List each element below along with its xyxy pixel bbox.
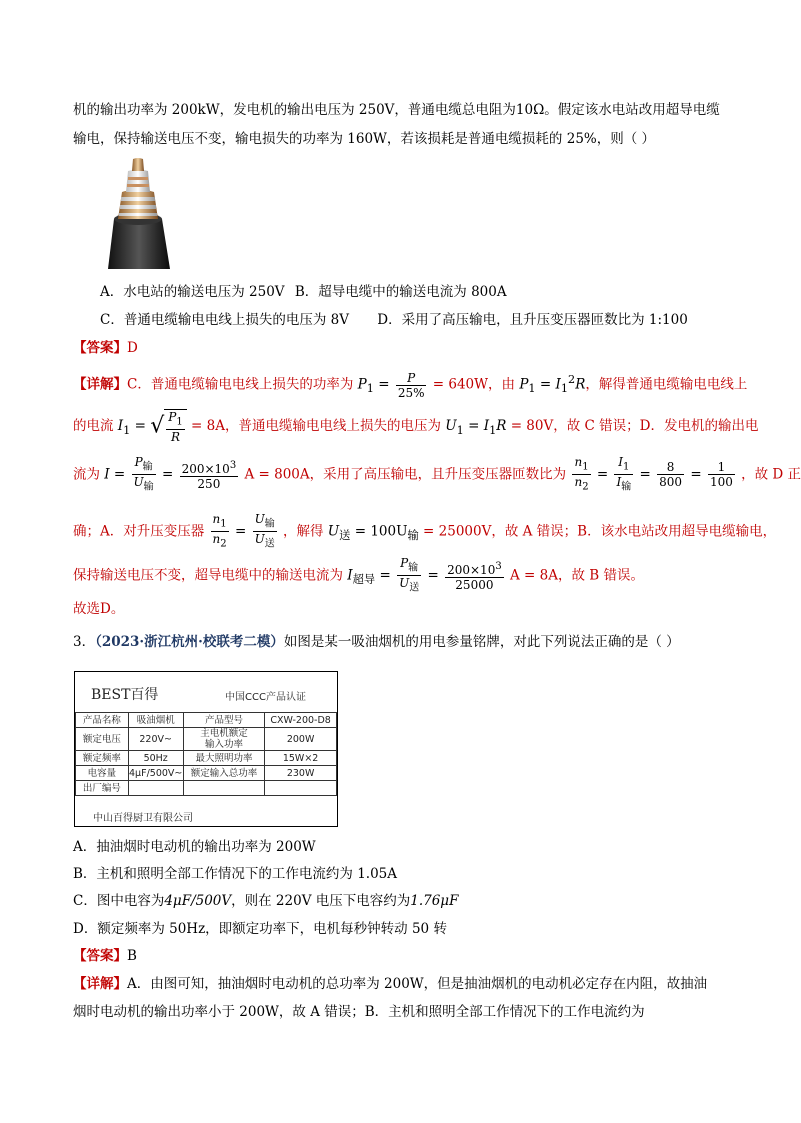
conclusion-text: 故选D。 xyxy=(73,601,125,617)
problem3-detail-line2: 烟时电动机的输出功率小于 200W，故 A 错误；B．主机和照明全部工作情况下的工作电流约为 xyxy=(73,1004,645,1020)
detail-label: 【详解】 xyxy=(73,376,127,393)
table-cell: 220V~ xyxy=(128,728,183,751)
table-row xyxy=(76,728,337,751)
table-cell: 230W xyxy=(265,766,337,781)
detail-text: = 640W，由 xyxy=(432,376,516,393)
table-cell: 产品型号 xyxy=(183,713,265,728)
question-stem: 如图是某一吸油烟机的用电参量铭牌，对此下列说法正确的是（ ） xyxy=(283,634,680,650)
problem2-conclusion xyxy=(73,600,124,618)
table-cell: 额定电压 xyxy=(76,728,129,751)
problem2-option-d: D．采用了高压输电，且升压变压器匝数比为 1:100 xyxy=(377,312,688,328)
detail-text: = 8A，普通电缆输电电线上损失的电压为 xyxy=(191,418,441,435)
detail-text: A = 800A，采用了高压输电，且升压变压器匝数比为 xyxy=(244,466,567,483)
problem2-option-c: C．普通电缆输电电线上损失的电压为 8V xyxy=(100,312,349,328)
table-row xyxy=(76,751,337,766)
nameplate-table xyxy=(75,712,337,796)
fraction-p-over-25: $\frac{P}{25\%}$ xyxy=(397,370,425,400)
problem2-options-cd xyxy=(100,311,688,329)
problem2-detail-line3: 流为 I = $\frac{P_输}{U_输}$ = $\frac{200\times 10^3}{250}$ A = 800A，采用了高压输电，且升压变压器匝数比为 $\frac{n_1}{n_2}$ = $\frac{I_1}{I_输}$ = $\frac{8}{800}$ = $\frac{1}{100}$ ，故 D 正 xyxy=(73,455,801,493)
detail-text: = 100U xyxy=(354,523,408,540)
answer-value: B xyxy=(127,948,137,964)
problem2-answer xyxy=(73,339,138,357)
table-row xyxy=(76,713,337,728)
range-hood-nameplate xyxy=(74,671,338,827)
problem2-detail-line2: 的电流 $I_1$ = √ $\frac{P_1}{R}$ = 8A，普通电缆输电电线上损失的电压为 $U_1 = I_1R = 80V$，故 C 错误；D．发电机的输出电 xyxy=(73,410,759,445)
table-cell: 电容量 xyxy=(76,766,129,781)
option-text: 1.76μF xyxy=(410,893,459,909)
detail-text: C．普通电缆输电电线上损失的功率为 xyxy=(127,376,354,393)
problem2-detail-line5: 保持输送电压不变，超导电缆中的输送电流为 $I_{超导}$ = $\frac{P_输}{U_送}$ = $\frac{200\times 10^3}{25000}$ A = 8A，故 B 错误。 xyxy=(73,556,644,594)
problem2-detail-line1: 【详解】C．普通电缆输电电线上损失的功率为 $P_1$ = $\frac{P}{25\%}$ = 640W，由 $P_1 = I_1^2R$，解得普通电缆输电电线上 xyxy=(73,370,748,400)
table-cell: 吸油烟机 xyxy=(128,713,183,728)
problem2-detail-line4: 确；A．对升压变压器 $\frac{n_1}{n_2}$ = $\frac{U_输}{U_送}$ ，解得 $U_送 = 100U_输 = 25000V$，故 A 错误；B．该水电站改用超导电缆输电， xyxy=(73,512,777,550)
detail-text: 的电流 xyxy=(73,418,114,435)
table-cell: 50Hz xyxy=(128,751,183,766)
answer-label: 【答案】 xyxy=(73,340,127,356)
detail-text: A = 8A，故 B 错误。 xyxy=(510,567,644,584)
table-cell: 最大照明功率 xyxy=(183,751,265,766)
problem2-options-ab xyxy=(100,283,507,301)
table-cell: 产品名称 xyxy=(76,713,129,728)
detail-text: ，解得普通电缆输电电线上 xyxy=(585,376,748,393)
nameplate-brand: BEST百得 xyxy=(91,687,159,703)
detail-text: ，故 D 正 xyxy=(741,466,801,483)
problem2-stem-line1: 机的输出功率为 200kW，发电机的输出电压为 250V，普通电缆总电阻为10Ω。假定该水电站改用超导电缆 xyxy=(73,102,720,118)
table-cell: 15W×2 xyxy=(265,751,337,766)
table-cell xyxy=(128,781,183,796)
table-cell: CXW-200-D8 xyxy=(265,713,337,728)
problem3-detail-line1 xyxy=(73,975,707,993)
table-cell: 主电机额定 输入功率 xyxy=(183,728,265,751)
nameplate-manufacturer: 中山百得厨卫有限公司 xyxy=(93,813,193,824)
problem3-stem xyxy=(73,633,680,651)
sqrt-expression: √ $\frac{P_1}{R}$ xyxy=(150,409,186,444)
problem3-answer xyxy=(73,947,137,965)
detail-text: 保持输送电压不变，超导电缆中的输送电流为 xyxy=(73,567,343,584)
problem3-option-c xyxy=(73,892,458,910)
problem2-option-b: B．超导电缆中的输送电流为 800A xyxy=(294,284,507,300)
table-cell: 4μF/500V~ xyxy=(129,767,183,779)
detail-text: 确；A．对升压变压器 xyxy=(73,523,205,540)
problem2-stem-line2: 输电，保持输送电压不变，输电损失的功率为 160W，若该损耗是普通电缆损耗的 25%，则（ ） xyxy=(73,131,656,147)
question-source: （2023·浙江杭州·校联考二模） xyxy=(95,634,284,650)
option-text: C．图中电容为 xyxy=(73,893,165,909)
table-row xyxy=(76,766,337,781)
answer-label: 【答案】 xyxy=(73,948,127,964)
answer-value: D xyxy=(127,340,138,356)
detail-label: 【详解】 xyxy=(73,976,127,992)
option-text: ，则在 220V 电压下电容约为 xyxy=(231,893,411,909)
detail-text: A．由图可知，抽油烟时电动机的总功率为 200W，但是抽油烟机的电动机必定存在内阻，故抽油 xyxy=(127,976,708,992)
table-cell: 额定输入总功率 xyxy=(183,766,265,781)
problem3-option-b: B．主机和照明全部工作情况下的工作电流约为 1.05A xyxy=(73,866,398,882)
option-text: 4μF/500V xyxy=(164,893,232,909)
problem3-option-a: A．抽油烟时电动机的输出功率为 200W xyxy=(73,839,316,855)
table-cell xyxy=(183,781,265,796)
table-cell: 额定频率 xyxy=(76,751,129,766)
table-cell: 出厂编号 xyxy=(76,781,129,796)
table-cell: 200W xyxy=(265,728,337,751)
detail-text: = 25000V，故 A 错误；B．该水电站改用超导电缆输电， xyxy=(423,523,777,540)
problem3-option-d: D．额定频率为 50Hz，即额定功率下，电机每秒钟转动 50 转 xyxy=(73,921,447,937)
table-cell xyxy=(265,781,337,796)
question-number: 3． xyxy=(73,634,96,650)
table-row xyxy=(76,781,337,796)
nameplate-certification: 中国CCC产品认证 xyxy=(225,692,306,703)
detail-text: 流为 xyxy=(73,466,100,483)
problem2-option-a: A．水电站的输送电压为 250V xyxy=(100,284,285,300)
detail-text: = 80V，故 C 错误；D．发电机的输出电 xyxy=(510,418,759,435)
superconducting-cable-figure xyxy=(100,157,175,269)
detail-text: ，解得 xyxy=(282,523,324,540)
